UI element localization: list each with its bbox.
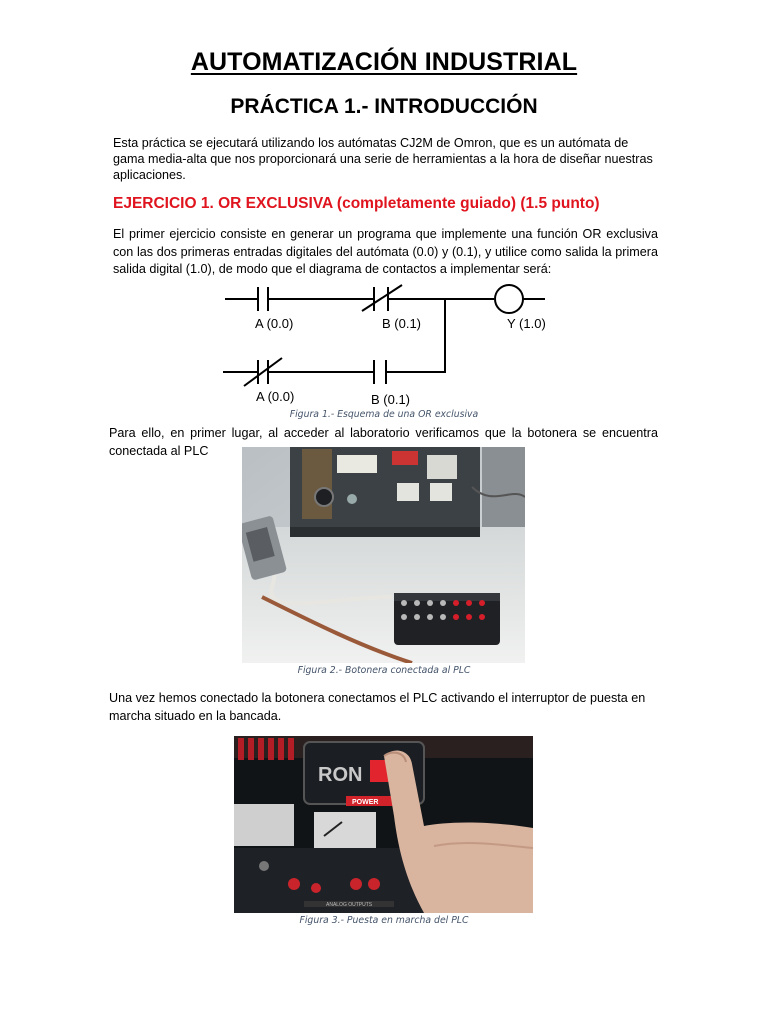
photo-panel-text: ANALOG OUTPUTS [326, 902, 373, 908]
photo-botonera-plc [242, 447, 525, 663]
label-b-top: B (0.1) [382, 316, 422, 331]
document-title: AUTOMATIZACIÓN INDUSTRIAL [190, 48, 578, 76]
photo-power-text: POWER [352, 799, 379, 806]
figure-3-caption: Figura 3.- Puesta en marcha del PLC [299, 915, 469, 926]
label-a-top: A (0.0) [255, 316, 294, 331]
output-coil-y [495, 285, 523, 313]
figure-1-caption: Figura 1.- Esquema de una OR exclusiva [289, 409, 479, 420]
ladder-diagram [220, 282, 550, 410]
photo-plc-power [234, 736, 533, 913]
photo-brand-text: RON [318, 764, 363, 786]
exercise-paragraph: El primer ejercicio consiste en generar un programa que implemente una función OR exclusiva con las dos primeras entradas digitales del autómata (0.0) y (0.1), y utilice como salida la primera salida digital (1.0), de modo que el diagrama de contactos a implementar será: [113, 227, 658, 276]
exercise-heading: EJERCICIO 1. OR EXCLUSIVA (completamente guiado) (1.5 punto) [113, 195, 600, 212]
figure-2-caption: Figura 2.- Botonera conectada al PLC [297, 665, 471, 676]
label-b-bottom: B (0.1) [371, 392, 411, 407]
paragraph-botonera: Para ello, en primer lugar, al acceder al laboratorio verificamos que la botonera se encuentra conectada al PLC [109, 426, 658, 458]
label-a-bottom: A (0.0) [256, 389, 295, 404]
paragraph-power-on: Una vez hemos conectado la botonera conectamos el PLC activando el interruptor de puesta en marcha situado en la bancada. [109, 691, 646, 723]
intro-paragraph: Esta práctica se ejecutará utilizando los autómatas CJ2M de Omron, que es un autómata de gama media-alta que nos proporcionará una serie de herramientas a la hora de diseñar nuestras aplicaciones. [113, 136, 653, 182]
document-subtitle: PRÁCTICA 1.- INTRODUCCIÓN [230, 95, 538, 118]
label-y: Y (1.0) [507, 316, 546, 331]
